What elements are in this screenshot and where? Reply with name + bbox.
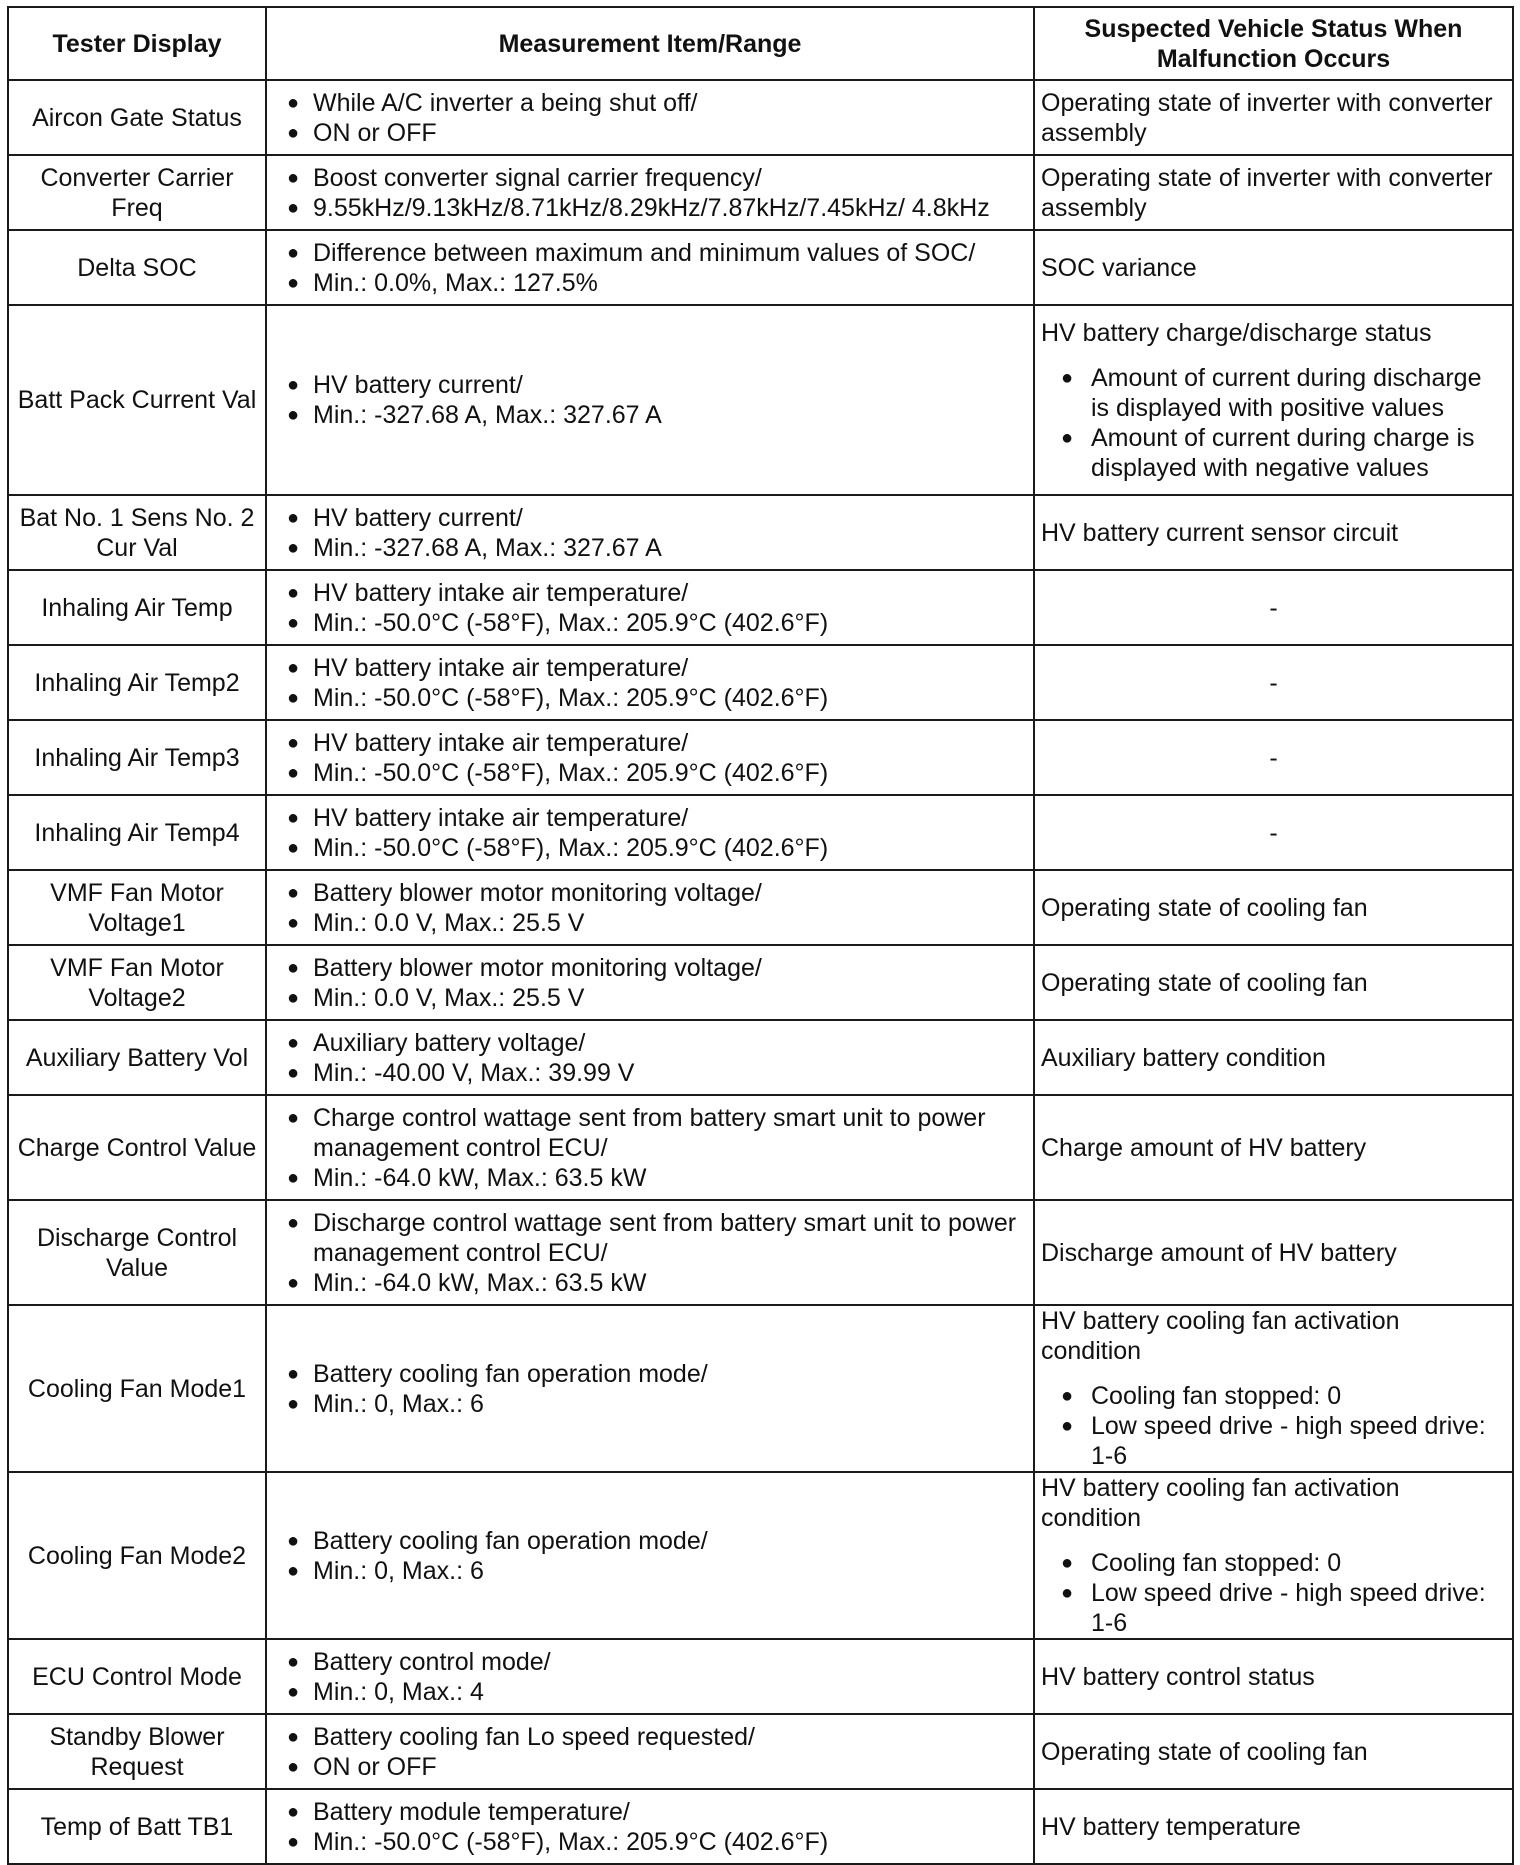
measurement-item: ● Min.: 0, Max.: 6 [273, 1556, 1027, 1586]
tester-display-cell: Temp of Batt TB1 [8, 1789, 266, 1864]
measurement-item: ● Battery blower motor monitoring voltage/ [273, 953, 1027, 983]
table-row [8, 570, 1513, 645]
table-row [8, 1714, 1513, 1789]
measurement-list [273, 1359, 1027, 1419]
status-text: Operating state of cooling fan [1041, 893, 1368, 922]
suspected-status-cell [1034, 230, 1513, 305]
measurement-item: ● HV battery intake air temperature/ [273, 653, 1027, 683]
suspected-status-cell [1034, 720, 1513, 795]
measurement-cell [266, 1200, 1034, 1305]
table-body [8, 80, 1513, 1864]
tester-display-cell: Inhaling Air Temp4 [8, 795, 266, 870]
measurement-list [273, 1722, 1027, 1782]
status-text: HV battery cooling fan activation condition [1041, 1307, 1400, 1365]
table-row [8, 645, 1513, 720]
suspected-status-cell [1034, 1200, 1513, 1305]
status-text: Operating state of cooling fan [1041, 1737, 1368, 1766]
suspected-status-cell [1034, 1095, 1513, 1200]
suspected-status-cell [1034, 1714, 1513, 1789]
measurement-cell [266, 230, 1034, 305]
suspected-status-cell [1034, 155, 1513, 230]
tester-display-cell: Converter Carrier Freq [8, 155, 266, 230]
measurement-item: ● Min.: -50.0°C (-58°F), Max.: 205.9°C (402.6°F) [273, 608, 1027, 638]
suspected-status-cell [1034, 80, 1513, 155]
measurement-item: ● HV battery current/ [273, 370, 1027, 400]
suspected-status-cell [1034, 1789, 1513, 1864]
suspected-status-cell [1034, 1305, 1513, 1472]
status-bullet-list [1041, 363, 1506, 483]
measurement-item: ● Boost converter signal carrier frequency/ [273, 163, 1027, 193]
table-row [8, 1305, 1513, 1472]
table-row [8, 795, 1513, 870]
measurement-cell [266, 795, 1034, 870]
tester-display-cell: VMF Fan Motor Voltage2 [8, 945, 266, 1020]
measurement-item: ● While A/C inverter a being shut off/ [273, 88, 1027, 118]
measurement-item: ● HV battery intake air temperature/ [273, 578, 1027, 608]
status-bullet-item: ● Low speed drive - high speed drive: 1-6 [1041, 1411, 1506, 1471]
status-bullet-item: ● Cooling fan stopped: 0 [1041, 1381, 1506, 1411]
measurement-cell [266, 1020, 1034, 1095]
tester-display-cell: Aircon Gate Status [8, 80, 266, 155]
suspected-status-cell [1034, 1639, 1513, 1714]
measurement-cell [266, 570, 1034, 645]
measurement-item: ● Min.: -327.68 A, Max.: 327.67 A [273, 400, 1027, 430]
tester-display-cell: Cooling Fan Mode2 [8, 1472, 266, 1639]
measurement-item: ● Min.: 0.0%, Max.: 127.5% [273, 268, 1027, 298]
measurement-cell [266, 80, 1034, 155]
tester-display-cell: Charge Control Value [8, 1095, 266, 1200]
status-text: Operating state of inverter with converter assembly [1041, 163, 1493, 222]
tester-display-cell: Standby Blower Request [8, 1714, 266, 1789]
measurement-item: ● Battery cooling fan operation mode/ [273, 1526, 1027, 1556]
measurement-item: ● Min.: -50.0°C (-58°F), Max.: 205.9°C (402.6°F) [273, 1827, 1027, 1857]
tester-display-cell: Batt Pack Current Val [8, 305, 266, 495]
measurement-cell [266, 1639, 1034, 1714]
status-text: Charge amount of HV battery [1041, 1133, 1367, 1162]
measurement-list [273, 238, 1027, 298]
suspected-status-cell [1034, 1472, 1513, 1639]
measurement-item: ● Min.: -40.00 V, Max.: 39.99 V [273, 1058, 1027, 1088]
measurement-item: ● Battery control mode/ [273, 1647, 1027, 1677]
measurement-list [273, 578, 1027, 638]
measurement-list [273, 878, 1027, 938]
measurement-item: ● Min.: 0.0 V, Max.: 25.5 V [273, 908, 1027, 938]
measurement-list [273, 1208, 1027, 1298]
status-text: Auxiliary battery condition [1041, 1043, 1326, 1072]
suspected-status-cell [1034, 495, 1513, 570]
measurement-item: ● Min.: 0, Max.: 6 [273, 1389, 1027, 1419]
status-text: Operating state of inverter with converter assembly [1041, 88, 1493, 147]
suspected-status-cell [1034, 795, 1513, 870]
measurement-item: ● Min.: 0.0 V, Max.: 25.5 V [273, 983, 1027, 1013]
measurement-cell [266, 945, 1034, 1020]
header-tester-display: Tester Display [8, 7, 266, 80]
table-row [8, 720, 1513, 795]
measurement-cell [266, 870, 1034, 945]
status-text: - [1269, 818, 1278, 847]
tester-display-cell: Auxiliary Battery Vol [8, 1020, 266, 1095]
status-text: - [1269, 668, 1278, 697]
measurement-item: ● ON or OFF [273, 1752, 1027, 1782]
table-row [8, 80, 1513, 155]
measurement-item: ● ON or OFF [273, 118, 1027, 148]
measurement-item: ● Min.: -50.0°C (-58°F), Max.: 205.9°C (402.6°F) [273, 758, 1027, 788]
tester-display-cell: Inhaling Air Temp2 [8, 645, 266, 720]
tester-display-cell: Inhaling Air Temp [8, 570, 266, 645]
measurement-cell [266, 305, 1034, 495]
table-row [8, 230, 1513, 305]
measurement-item: ● HV battery intake air temperature/ [273, 803, 1027, 833]
tester-display-cell: Inhaling Air Temp3 [8, 720, 266, 795]
measurement-cell [266, 1095, 1034, 1200]
measurement-list [273, 370, 1027, 430]
measurement-item: ● Min.: -64.0 kW, Max.: 63.5 kW [273, 1163, 1027, 1193]
status-text: HV battery cooling fan activation condition [1041, 1474, 1400, 1532]
suspected-status-cell [1034, 305, 1513, 495]
measurement-item: ● Charge control wattage sent from battery smart unit to power management control ECU/ [273, 1103, 1027, 1163]
measurement-list [273, 1797, 1027, 1857]
tester-display-cell: Bat No. 1 Sens No. 2 Cur Val [8, 495, 266, 570]
status-bullet-item: ● Low speed drive - high speed drive: 1-6 [1041, 1578, 1506, 1638]
data-list-table [7, 6, 1514, 1865]
measurement-item: ● Discharge control wattage sent from battery smart unit to power management control ECU/ [273, 1208, 1027, 1268]
table-row [8, 870, 1513, 945]
suspected-status-cell [1034, 645, 1513, 720]
measurement-item: ● Min.: -64.0 kW, Max.: 63.5 kW [273, 1268, 1027, 1298]
status-text: Discharge amount of HV battery [1041, 1238, 1397, 1267]
measurement-item: ● 9.55kHz/9.13kHz/8.71kHz/8.29kHz/7.87kHz/7.45kHz/ 4.8kHz [273, 193, 1027, 223]
table-row [8, 305, 1513, 495]
measurement-list [273, 1526, 1027, 1586]
measurement-cell [266, 645, 1034, 720]
measurement-cell [266, 1789, 1034, 1864]
measurement-item: ● HV battery current/ [273, 503, 1027, 533]
measurement-item: ● Battery module temperature/ [273, 1797, 1027, 1827]
measurement-cell [266, 495, 1034, 570]
table-row [8, 1639, 1513, 1714]
tester-display-cell: ECU Control Mode [8, 1639, 266, 1714]
measurement-item: ● Min.: -327.68 A, Max.: 327.67 A [273, 533, 1027, 563]
header-row [8, 7, 1513, 80]
table-row [8, 1095, 1513, 1200]
status-text: HV battery current sensor circuit [1041, 518, 1399, 547]
table-row [8, 495, 1513, 570]
measurement-list [273, 1028, 1027, 1088]
measurement-cell [266, 155, 1034, 230]
table-row [8, 945, 1513, 1020]
table-row [8, 1472, 1513, 1639]
data-list-table-container [7, 6, 1512, 1856]
measurement-item: ● Min.: -50.0°C (-58°F), Max.: 205.9°C (402.6°F) [273, 683, 1027, 713]
measurement-item: ● Difference between maximum and minimum values of SOC/ [273, 238, 1027, 268]
suspected-status-cell [1034, 570, 1513, 645]
status-text: - [1269, 743, 1278, 772]
tester-display-cell: Delta SOC [8, 230, 266, 305]
measurement-list [273, 1647, 1027, 1707]
status-bullet-list [1041, 1548, 1506, 1638]
measurement-cell [266, 1305, 1034, 1472]
measurement-cell [266, 720, 1034, 795]
tester-display-cell: VMF Fan Motor Voltage1 [8, 870, 266, 945]
table-row [8, 1020, 1513, 1095]
measurement-item: ● Auxiliary battery voltage/ [273, 1028, 1027, 1058]
status-bullet-item: ● Cooling fan stopped: 0 [1041, 1548, 1506, 1578]
measurement-cell [266, 1472, 1034, 1639]
measurement-list [273, 953, 1027, 1013]
header-suspected-status: Suspected Vehicle Status When Malfunction Occurs [1034, 7, 1513, 80]
measurement-item: ● HV battery intake air temperature/ [273, 728, 1027, 758]
status-text: - [1269, 593, 1278, 622]
measurement-list [273, 88, 1027, 148]
suspected-status-cell [1034, 1020, 1513, 1095]
table-row [8, 1789, 1513, 1864]
measurement-list [273, 728, 1027, 788]
status-text: HV battery charge/discharge status [1041, 318, 1432, 347]
measurement-item: ● Min.: -50.0°C (-58°F), Max.: 205.9°C (402.6°F) [273, 833, 1027, 863]
status-text: HV battery control status [1041, 1662, 1315, 1691]
header-measurement: Measurement Item/Range [266, 7, 1034, 80]
tester-display-cell: Discharge Control Value [8, 1200, 266, 1305]
measurement-list [273, 503, 1027, 563]
status-bullet-item: ● Amount of current during discharge is displayed with positive values [1041, 363, 1506, 423]
status-bullet-list [1041, 1381, 1506, 1471]
measurement-item: ● Min.: 0, Max.: 4 [273, 1677, 1027, 1707]
status-text: HV battery temperature [1041, 1812, 1301, 1841]
measurement-cell [266, 1714, 1034, 1789]
table-row [8, 1200, 1513, 1305]
table-row [8, 155, 1513, 230]
measurement-list [273, 653, 1027, 713]
tester-display-cell: Cooling Fan Mode1 [8, 1305, 266, 1472]
measurement-item: ● Battery blower motor monitoring voltage/ [273, 878, 1027, 908]
status-bullet-item: ● Amount of current during charge is displayed with negative values [1041, 423, 1506, 483]
measurement-item: ● Battery cooling fan Lo speed requested/ [273, 1722, 1027, 1752]
measurement-list [273, 1103, 1027, 1193]
measurement-item: ● Battery cooling fan operation mode/ [273, 1359, 1027, 1389]
measurement-list [273, 163, 1027, 223]
status-text: SOC variance [1041, 253, 1197, 282]
measurement-list [273, 803, 1027, 863]
status-text: Operating state of cooling fan [1041, 968, 1368, 997]
suspected-status-cell [1034, 945, 1513, 1020]
suspected-status-cell [1034, 870, 1513, 945]
